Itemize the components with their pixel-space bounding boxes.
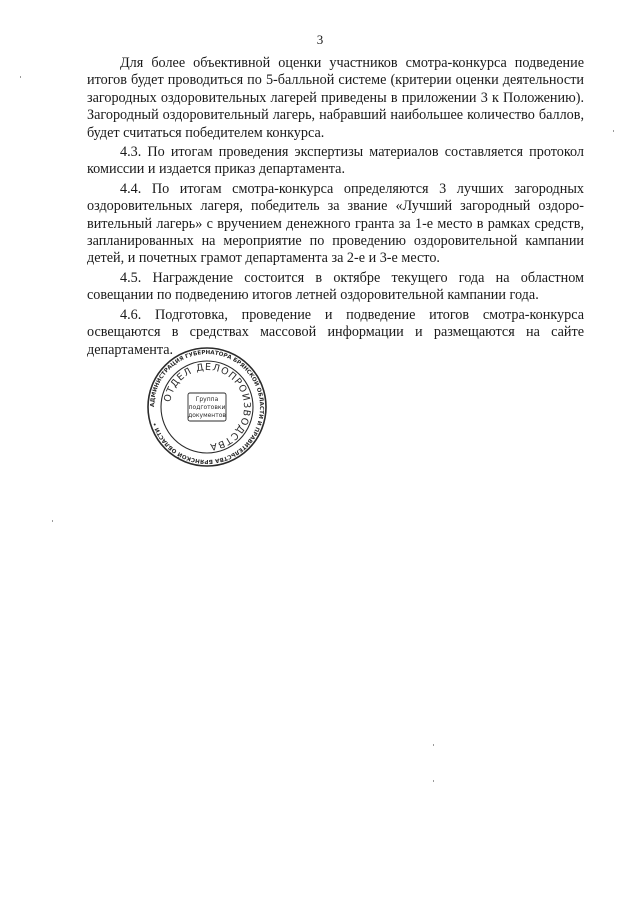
stamp-outer-textpath: АДМИНИСТРАЦИЯ ГУБЕРНАТОРА БРЯНСКОЙ ОБЛАСТИ И ПРАВИТЕЛЬСТВА БРЯНСКОЙ ОБЛАСТИ • [149,349,265,465]
scan-speck [433,780,434,782]
document-body [87,55,584,361]
stamp-center-line-1: Группа [195,396,219,403]
scan-speck [20,76,21,78]
official-stamp [146,346,268,468]
paragraph-4-4: 4.4. По итогам смотра-конкурса определяются 3 лучших загородных оздоровительных лагеря, победитель за звание «Лучший загородный оздоровительный лагерь» с вручением денежного гранта за 1-е место в рамках средств, запланированных на мероприятие по проведению оздоровительной кампании детей, и почетных грамот департамента за 2-е и 3-е место. [87,180,584,267]
stamp-center-line-3: документов [188,412,226,419]
paragraph-4-6: 4.6. Подготовка, проведение и подведение итогов смотра-конкурса освещаются в средствах массовой информации и размещаются на сайте департамента. [87,306,584,358]
paragraph-4-3: 4.3. По итогам проведения экспертизы материалов составляется протокол комиссии и издается приказ департамента. [87,144,584,178]
paragraph-4-5: 4.5. Награждение состоится в октябре текущего года на областном совещании по подведению итогов летней оздоровительной кампании года. [87,269,584,304]
paragraph-scoring: Для более объективной оценки участников смотра-конкурса подведение итогов будет проводиться по 5-балльной системе (критерии оценки деятельности загородных оздоровительных лагерей приведены в приложении 3 к Положению). Загородный оздоровительный лагерь, набравший наибольшее количество баллов, будет считаться победителем конкурса. [87,55,584,141]
page-number: 3 [316,32,324,47]
stamp-seal-graphic [146,346,268,468]
scan-speck [613,130,614,132]
scan-speck [52,520,53,522]
stamp-center-line-2: подготовки [188,404,226,411]
scan-speck [433,744,434,746]
stamp-inner-textpath: ОТДЕЛ ДЕЛОПРОИЗВОДСТВА [162,361,253,453]
